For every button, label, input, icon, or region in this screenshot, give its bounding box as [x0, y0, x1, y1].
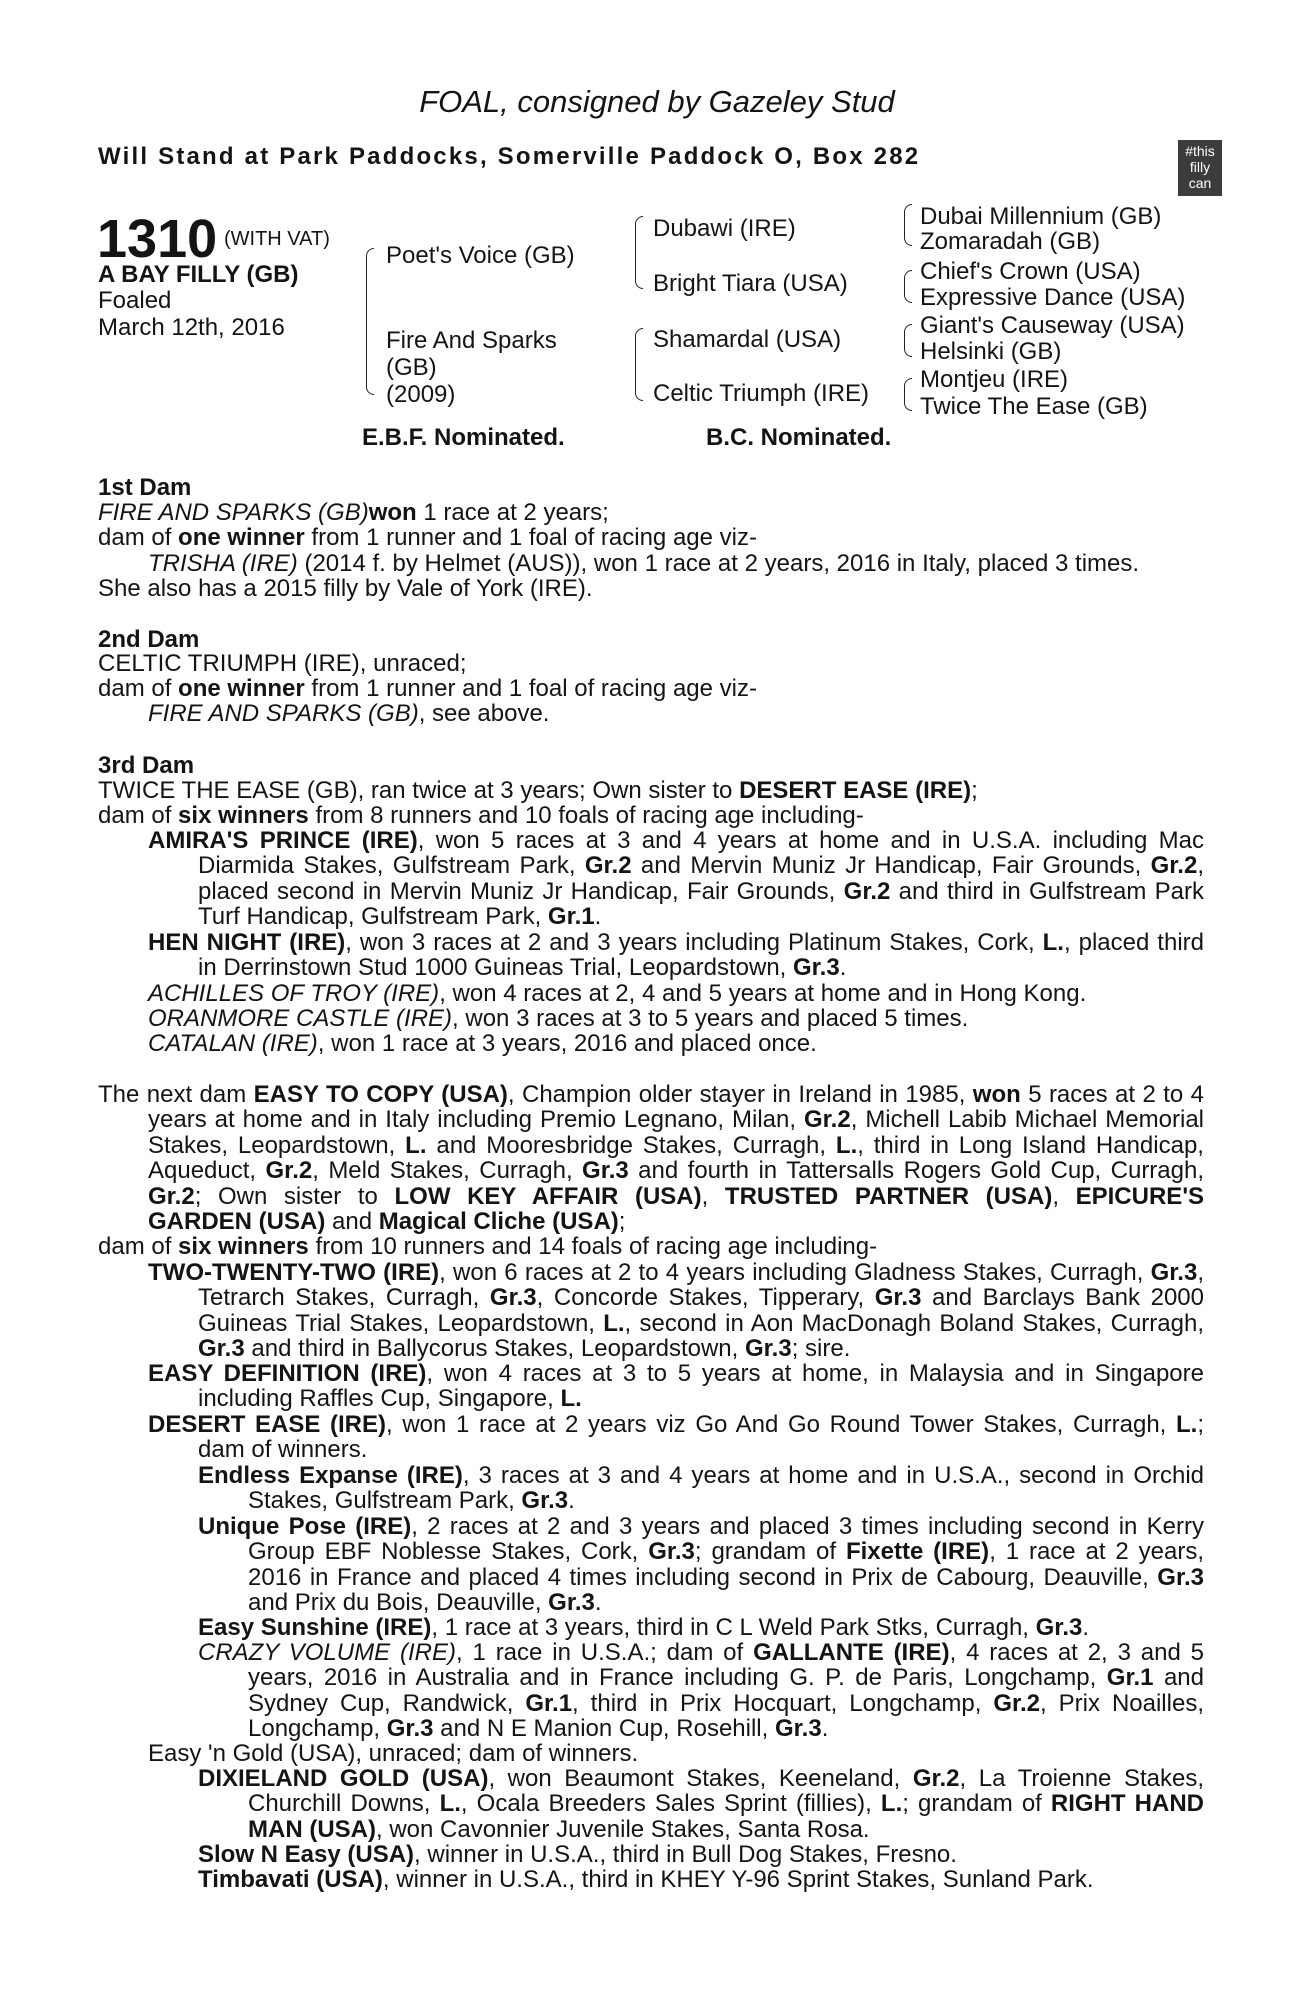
- t: , 1 race in U.S.A.; dam of: [455, 1639, 754, 1666]
- grade: Gr.2: [912, 1765, 960, 1792]
- consignor-line: FOAL, consigned by Gazeley Stud: [419, 84, 895, 119]
- t: ,: [701, 1182, 725, 1210]
- progeny-name: Timbavati (USA): [198, 1866, 383, 1893]
- dds: Montjeu (IRE): [920, 366, 1069, 393]
- grade: Gr.2: [843, 877, 891, 905]
- t: and: [325, 1208, 379, 1236]
- grade: L.: [1176, 1411, 1198, 1438]
- grade: Gr.3: [386, 1715, 434, 1743]
- winners-count: six winners: [178, 1233, 309, 1260]
- first-dam-produce: [98, 525, 757, 550]
- progeny-name: FIRE AND SPARKS (GB): [148, 700, 419, 727]
- t: and Mervin Muniz Jr Handicap, Fair Grounds,: [631, 852, 1151, 880]
- next-dam-name: EASY TO COPY (USA): [253, 1081, 508, 1108]
- progeny-amira: [148, 828, 1204, 930]
- t: ,: [1052, 1182, 1076, 1210]
- damof: dam of: [98, 802, 179, 829]
- progeny-name: Endless Expanse (IRE): [198, 1462, 463, 1489]
- ssd: Zomaradah (GB): [920, 228, 1101, 255]
- foaled-label: Foaled: [98, 287, 172, 314]
- t: , placed third in Derrinstown Stud 1000 Guineas Trial, Leopardstown,: [198, 929, 1204, 982]
- progeny-catalan: [148, 1031, 817, 1056]
- t: , second in Aon MacDonagh Boland Stakes, Curragh,: [624, 1309, 1204, 1337]
- progeny-detail: , see above.: [418, 700, 550, 727]
- first-dam-line: [98, 500, 609, 525]
- grade: L.: [603, 1309, 625, 1337]
- grade: Gr.3: [744, 1335, 792, 1363]
- t: , Prix Noailles, Longchamp,: [248, 1689, 1204, 1743]
- t: , won Beaumont Stakes, Keeneland,: [488, 1765, 913, 1792]
- t: , La Troienne Stakes, Churchill Downs,: [248, 1765, 1205, 1818]
- dam-dam: Celtic Triumph (IRE): [653, 380, 870, 407]
- third-dam-produce: [98, 803, 864, 828]
- t: The next dam: [98, 1081, 254, 1108]
- brace-g3-4b: [904, 394, 912, 411]
- t: , Champion older stayer in Ireland in 1985,: [507, 1081, 973, 1108]
- grade: Gr.3: [548, 1589, 595, 1617]
- t: , winner in U.S.A., third in Bull Dog Stakes, Fresno.: [414, 1841, 957, 1868]
- progeny-name: DIXIELAND GOLD (USA): [198, 1765, 489, 1792]
- t: , won 4 races at 3 to 5 years at home, in Malaysia and in Singapore including Raffles Cup, Singapore,: [198, 1360, 1204, 1413]
- sibling: LOW KEY AFFAIR (USA): [394, 1182, 702, 1210]
- grade: Gr.1: [525, 1689, 573, 1717]
- progeny-name: ACHILLES OF TROY (IRE): [148, 980, 440, 1007]
- t: , won 4 races at 2, 4 and 5 years at home and in Hong Kong.: [439, 980, 1087, 1007]
- grade: Gr.3: [874, 1284, 922, 1312]
- first-dam-also: She also has a 2015 filly by Vale of York (IRE).: [98, 575, 593, 602]
- grade: Gr.2: [584, 852, 632, 880]
- progeny-name: Unique Pose (IRE): [198, 1513, 412, 1540]
- grade: L.: [835, 1131, 858, 1159]
- t: and Prix du Bois, Deauville,: [248, 1589, 549, 1617]
- first-dam-progeny: [148, 551, 1139, 576]
- damof-rest: from 1 runner and 1 foal of racing age viz-: [304, 524, 757, 551]
- brace-g3-2b: [904, 286, 912, 303]
- grade: Gr.1: [547, 903, 595, 931]
- progeny-two-twenty-two: [148, 1260, 1204, 1362]
- damof: dam of: [98, 524, 179, 551]
- grade: L.: [439, 1790, 461, 1818]
- progeny-slow-n-easy: [198, 1842, 957, 1867]
- damof-rest: from 1 runner and 1 foal of racing age viz-: [304, 675, 757, 702]
- winners-count: one winner: [178, 675, 305, 702]
- t: , won 5 races at 3 and 4 years at home and in U.S.A. including Mac Diarmida Stakes, Gulfstream Park,: [198, 827, 1204, 880]
- brace-g3-3b: [904, 340, 912, 357]
- t: , winner in U.S.A., third in KHEY Y-96 Sprint Stakes, Sunland Park.: [382, 1866, 1094, 1893]
- grade: Gr.2: [265, 1157, 313, 1185]
- progeny-unique-pose: [198, 1514, 1204, 1616]
- grand-progeny: RIGHT HAND MAN (USA): [248, 1790, 1204, 1843]
- ebf-nominated: E.B.F. Nominated.: [362, 424, 565, 451]
- brace-dam: [366, 334, 374, 395]
- progeny-name: AMIRA'S PRINCE (IRE): [148, 827, 418, 854]
- progeny-desert-ease: [148, 1412, 1204, 1463]
- dsd: Helsinki (GB): [920, 338, 1062, 365]
- dam-line-1: Fire And Sparks: [386, 327, 557, 354]
- ddd: Twice The Ease (GB): [920, 393, 1148, 420]
- winners-count: six winners: [178, 802, 309, 829]
- second-dam-progeny: [148, 701, 549, 726]
- t: , won 6 races at 2 to 4 years including Gladness Stakes, Curragh,: [439, 1259, 1151, 1286]
- t: and Barclays Bank 2000 Guineas Trial Stakes, Leopardstown,: [198, 1284, 1205, 1337]
- won-label: won: [368, 499, 417, 526]
- vat-note: (WITH VAT): [224, 228, 330, 250]
- sibling: EPICURE'S GARDEN (USA): [148, 1182, 1205, 1236]
- grade: Gr.3: [774, 1715, 822, 1743]
- next-dam-paragraph: [98, 1082, 1204, 1234]
- grade: Gr.3: [648, 1538, 695, 1566]
- sibling: Magical Cliche (USA): [378, 1208, 619, 1236]
- brace-ds: [635, 328, 643, 365]
- t: ; Own sister to: [194, 1182, 395, 1210]
- progeny-timbavati: [198, 1867, 1094, 1892]
- grade: Gr.2: [148, 1182, 195, 1210]
- sire-sire: Dubawi (IRE): [653, 215, 796, 242]
- grade: Gr.3: [1150, 1259, 1198, 1286]
- foaled-date: March 12th, 2016: [98, 314, 285, 341]
- bc-nominated: B.C. Nominated.: [706, 424, 892, 451]
- badge-line-3: can: [1188, 175, 1212, 191]
- t: .: [839, 954, 847, 982]
- lot-title: A BAY FILLY (GB): [98, 261, 299, 288]
- sds: Chief's Crown (USA): [920, 258, 1141, 285]
- progeny-easy-n-gold: Easy 'n Gold (USA), unraced; dam of winners.: [148, 1740, 639, 1767]
- first-dam-name: FIRE AND SPARKS (GB): [98, 499, 369, 526]
- third-dam-line: [98, 778, 978, 803]
- progeny-name: Easy Sunshine (IRE): [198, 1614, 432, 1641]
- grade: Gr.3: [198, 1335, 245, 1363]
- grade: Gr.3: [793, 954, 840, 982]
- t: , 4 races at 2, 3 and 5 years, 2016 in Australia and in France including G. P. de Paris, Longchamp,: [248, 1639, 1205, 1692]
- t: , 3 races at 3 and 4 years at home and in U.S.A., second in Orchid Stakes, Gulfstream Park,: [248, 1462, 1205, 1515]
- t: , third in Long Island Handicap, Aqueduct,: [148, 1131, 1204, 1185]
- sibling: TRUSTED PARTNER (USA): [724, 1182, 1053, 1210]
- t: , placed second in Mervin Muniz Jr Handicap, Fair Grounds,: [198, 852, 1204, 905]
- progeny-name: TRISHA (IRE): [148, 550, 298, 577]
- second-dam-produce: [98, 676, 757, 701]
- sire: Poet's Voice (GB): [386, 242, 575, 269]
- t: .: [821, 1715, 829, 1743]
- t: and Sydney Cup, Randwick,: [248, 1664, 1204, 1717]
- t: , Ocala Breeders Sales Sprint (fillies),: [460, 1790, 881, 1818]
- grade: Gr.3: [1035, 1614, 1083, 1641]
- brace-g3-1b: [904, 231, 912, 246]
- third-dam-heading: 3rd Dam: [98, 752, 195, 779]
- stand-location: Will Stand at Park Paddocks, Somerville Paddock O, Box 282: [98, 143, 921, 170]
- t: , Tetrarch Stakes, Curragh,: [198, 1259, 1204, 1312]
- progeny-name: CATALAN (IRE): [148, 1030, 318, 1057]
- hashtag-badge: [1178, 140, 1222, 196]
- dam-sire: Shamardal (USA): [653, 326, 842, 353]
- brace-dd: [635, 364, 643, 401]
- brace-g3-2: [904, 270, 912, 287]
- punct: ;: [971, 777, 978, 804]
- progeny-easy-sunshine: [198, 1615, 1204, 1640]
- t: , 1 race at 2 years, 2016 in France and placed 4 times including second in Prix de Cabourg, Deauville,: [248, 1538, 1204, 1591]
- progeny-dixieland-gold: [198, 1766, 1204, 1842]
- t: .: [1082, 1614, 1090, 1641]
- sire-dam: Bright Tiara (USA): [653, 270, 848, 297]
- second-dam-line: CELTIC TRIUMPH (IRE), unraced;: [98, 650, 467, 677]
- t: , won 1 race at 3 years, 2016 and placed once.: [317, 1030, 817, 1057]
- t: and fourth in Tattersalls Rogers Gold Cup, Curragh,: [628, 1157, 1205, 1185]
- brace-g3-4: [904, 378, 912, 395]
- progeny-crazy-volume: [198, 1640, 1204, 1742]
- t: ; grandam of: [902, 1790, 1051, 1818]
- dam-line-2: (GB): [386, 354, 437, 381]
- progeny-detail: (2014 f. by Helmet (AUS)), won 1 race at 2 years, 2016 in Italy, placed 3 times.: [297, 550, 1140, 577]
- progeny-name: CRAZY VOLUME (IRE): [198, 1639, 456, 1666]
- t: , Concorde Stakes, Tipperary,: [536, 1284, 875, 1312]
- first-dam-heading: 1st Dam: [98, 474, 192, 501]
- t: ; dam of winners.: [198, 1411, 1205, 1464]
- next-dam-produce: [98, 1234, 877, 1259]
- brace-sire: [366, 248, 374, 335]
- progeny-name: HEN NIGHT (IRE): [148, 929, 346, 956]
- grade: L.: [1042, 929, 1064, 956]
- t: .: [568, 1487, 575, 1515]
- badge-line-2: filly: [1189, 159, 1211, 175]
- brace-g3-3: [904, 324, 912, 341]
- grade: Gr.2: [1150, 852, 1198, 880]
- t: ; sire.: [791, 1335, 851, 1363]
- t: , 1 race at 3 years, third in C L Weld Park Stks, Curragh,: [431, 1614, 1036, 1641]
- damof: dam of: [98, 1233, 179, 1260]
- t: and third in Ballycorus Stakes, Leopardstown,: [244, 1335, 745, 1363]
- won-detail: 1 race at 2 years;: [416, 499, 609, 526]
- t: .: [594, 903, 602, 931]
- sdd: Expressive Dance (USA): [920, 284, 1186, 311]
- sss: Dubai Millennium (GB): [920, 203, 1162, 230]
- grade: Gr.2: [803, 1106, 851, 1134]
- t: and Mooresbridge Stakes, Curragh,: [426, 1131, 836, 1159]
- third-dam-desc: TWICE THE EASE (GB), ran twice at 3 years; Own sister to: [98, 777, 740, 804]
- grade: Gr.3: [521, 1487, 569, 1515]
- grade: Gr.3: [582, 1157, 629, 1185]
- grade: Gr.2: [993, 1689, 1041, 1717]
- grade: Gr.1: [1106, 1664, 1154, 1692]
- dss: Giant's Causeway (USA): [920, 312, 1185, 339]
- grand-progeny: Fixette (IRE): [845, 1538, 990, 1566]
- grade: L.: [405, 1131, 427, 1159]
- progeny-name: Slow N Easy (USA): [198, 1841, 415, 1868]
- t: , won 3 races at 2 and 3 years including Platinum Stakes, Cork,: [345, 929, 1043, 956]
- t: ;: [618, 1208, 626, 1236]
- brace-sd: [635, 252, 643, 289]
- progeny-endless-expanse: [198, 1463, 1204, 1514]
- own-sister: DESERT EASE (IRE): [739, 777, 972, 804]
- progeny-name: TWO-TWENTY-TWO (IRE): [148, 1259, 440, 1286]
- t: ; grandam of: [694, 1538, 846, 1566]
- t: , third in Prix Hocquart, Longchamp,: [572, 1689, 994, 1717]
- dam-line-3: (2009): [386, 381, 456, 408]
- won-label: won: [972, 1081, 1021, 1108]
- progeny-easy-definition: [148, 1361, 1204, 1412]
- progeny-name: EASY DEFINITION (IRE): [148, 1360, 427, 1387]
- t: , won 1 race at 2 years viz Go And Go Round Tower Stakes, Curragh,: [386, 1411, 1177, 1438]
- damof: dam of: [98, 675, 179, 702]
- progeny-achilles: [148, 981, 1086, 1006]
- t: , Michell Labib Michael Memorial Stakes, Leopardstown,: [148, 1106, 1204, 1159]
- t: , Meld Stakes, Curragh,: [312, 1157, 583, 1185]
- t: and N E Manion Cup, Rosehill,: [433, 1715, 775, 1743]
- brace-g3-1: [904, 204, 912, 232]
- grade: Gr.3: [489, 1284, 537, 1312]
- t: , won Cavonnier Juvenile Stakes, Santa Rosa.: [375, 1815, 870, 1843]
- badge-line-1: #this: [1185, 143, 1215, 159]
- brace-ss: [635, 216, 643, 253]
- t: , won 3 races at 3 to 5 years and placed 5 times.: [452, 1005, 969, 1032]
- grade: L.: [880, 1790, 903, 1818]
- t: and third in Gulfstream Park Turf Handicap, Gulfstream Park,: [198, 877, 1204, 931]
- progeny-hen-night: [148, 930, 1204, 981]
- lot-number: 1310: [97, 209, 218, 269]
- t: .: [594, 1589, 602, 1617]
- t: , 2 races at 2 and 3 years and placed 3 times including second in Kerry Group EBF Noblesse Stakes, Cork,: [248, 1513, 1204, 1566]
- progeny-name: ORANMORE CASTLE (IRE): [148, 1005, 453, 1032]
- second-dam-heading: 2nd Dam: [98, 626, 200, 653]
- damof-rest: from 8 runners and 10 foals of racing age including-: [308, 802, 864, 829]
- progeny-oranmore: [148, 1006, 968, 1031]
- grade: Gr.3: [1157, 1563, 1204, 1591]
- progeny-name: DESERT EASE (IRE): [148, 1411, 386, 1438]
- t: 5 races at 2 to 4 years at home and in Italy including Premio Legnano, Milan,: [148, 1081, 1204, 1134]
- grade: L.: [560, 1385, 582, 1413]
- grand-progeny: GALLANTE (IRE): [753, 1639, 950, 1666]
- winners-count: one winner: [178, 524, 305, 551]
- damof-rest: from 10 runners and 14 foals of racing age including-: [308, 1233, 878, 1260]
